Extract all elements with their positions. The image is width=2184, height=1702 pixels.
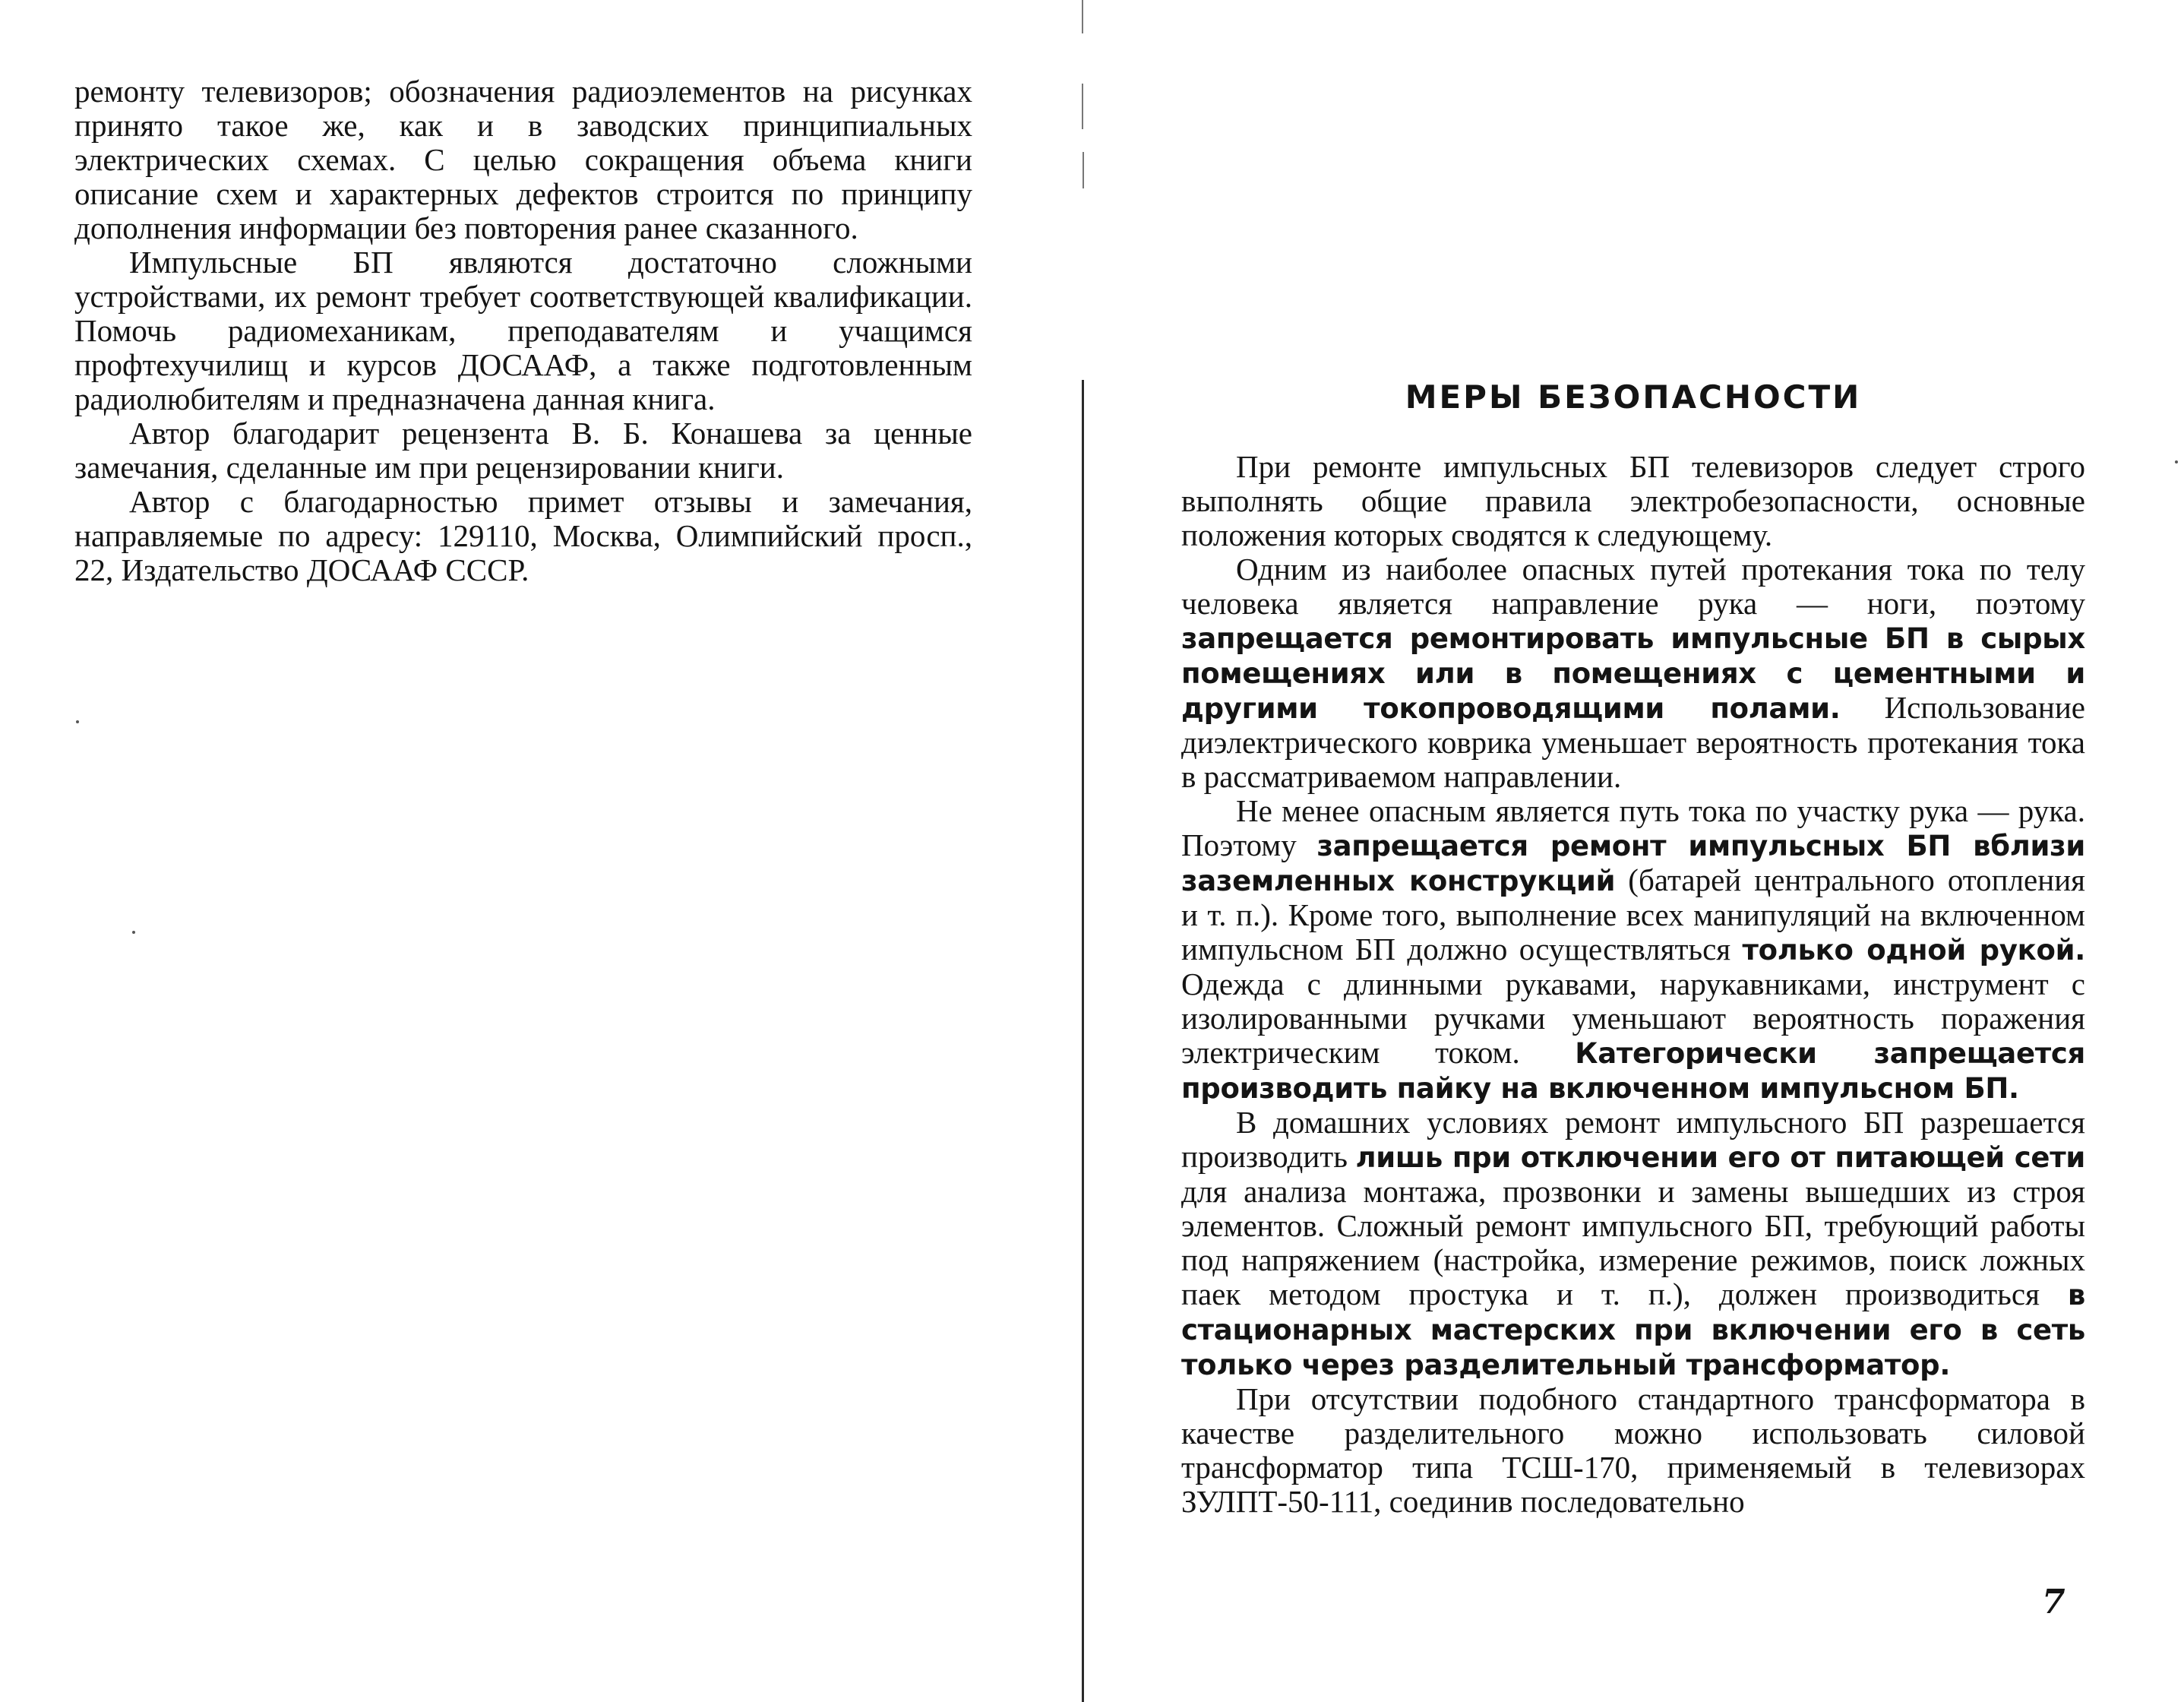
text-run: В домашних условиях ремонт импульсного БП разрешается производить <box>1181 1105 2085 1174</box>
text-run: Одежда с длинными рукавами, нарукавниками, инструмент с изолированными ручками уменьшают вероятность поражения электрическим током. <box>1181 966 2085 1070</box>
page-number: 7 <box>2042 1583 2065 1621</box>
right-paragraph-3 <box>1181 794 2085 1106</box>
right-page <box>1079 0 2184 1702</box>
left-page <box>0 0 1079 1702</box>
left-paragraph-4: Автор с благодарностью примет отзывы и замечания, направляемые по адресу: 129110, Москва, Олимпийский просп., 22, Издательство ДОСААФ СССР. <box>74 484 972 587</box>
bold-warning: Категорически запрещается производить пайку на включенном импульсном БП. <box>1181 1037 2085 1105</box>
text-run: Использование диэлектрического коврика уменьшает вероятность протекания тока в рассматриваемом направлении. <box>1181 690 2085 794</box>
text-run: Не менее опасным является путь тока по участку рука — рука. Поэтому <box>1181 793 2085 862</box>
bold-warning: только одной рукой. <box>1742 934 2085 966</box>
left-paragraph-3: Автор благодарит рецензента В. Б. Конашева за ценные замечания, сделанные им при рецензировании книги. <box>74 416 972 485</box>
text-run: Одним из наиболее опасных путей протекания тока по телу человека является направление рука — ноги, поэтому <box>1181 552 2085 621</box>
bold-warning: в стационарных мастерских при включении его в сеть только через разделительный трансформатор. <box>1181 1279 2085 1381</box>
text-run: (батарей центрального отопления и т. п.). Кроме того, выполнение всех манипуляций на включенном импульсном БП должно осуществляться <box>1181 862 2085 966</box>
right-paragraph-4 <box>1181 1106 2085 1382</box>
text-run: для анализа монтажа, прозвонки и замены вышедших из строя элементов. Сложный ремонт импульсного БП, требующий работы под напряжением (настройка, измерение режимов, поиск ложных паек методом простука и т. п.), должен производиться <box>1181 1174 2085 1311</box>
bold-warning: лишь при отключении его от питающей сети <box>1355 1141 2085 1174</box>
scan-speck <box>2175 460 2178 463</box>
section-heading: МЕРЫ БЕЗОПАСНОСТИ <box>1405 378 1862 416</box>
right-paragraph-2 <box>1181 552 2085 794</box>
left-paragraph-1: ремонту телевизоров; обозначения радиоэлементов на рисунках принято такое же, как и в заводских принципиальных электрических схемах. С целью сокращения объема книги описание схем и характерных дефектов строится по принципу дополнения информации без повторения ранее сказанного. <box>74 74 972 245</box>
left-paragraph-2: Импульсные БП являются достаточно сложными устройствами, их ремонт требует соответствующей квалификации. Помочь радиомеханикам, преподавателям и учащимся профтехучилищ и курсов ДОСААФ, а также подготовленным радиолюбителям и предназначена данная книга. <box>74 245 972 416</box>
right-paragraph-5: При отсутствии подобного стандартного трансформатора в качестве разделительного можно использовать силовой трансформатор типа ТСШ-170, применяемый в телевизорах ЗУЛПТ-50-111, соединив последовательно <box>1181 1381 2085 1519</box>
bold-warning: запрещается ремонтировать импульсные БП в сырых помещениях или в помещениях с цементными и другими токопроводящими полами. <box>1181 622 2085 725</box>
right-text-column <box>1181 450 2085 1519</box>
scan-speck <box>132 931 135 934</box>
scan-speck <box>76 720 79 723</box>
left-text-column <box>74 74 972 587</box>
bold-warning: запрещается ремонт импульсных БП вблизи заземленных конструкций <box>1181 830 2085 897</box>
right-paragraph-1: При ремонте импульсных БП телевизоров следует строго выполнять общие правила электробезопасности, основные положения которых сводятся к следующему. <box>1181 449 2085 552</box>
